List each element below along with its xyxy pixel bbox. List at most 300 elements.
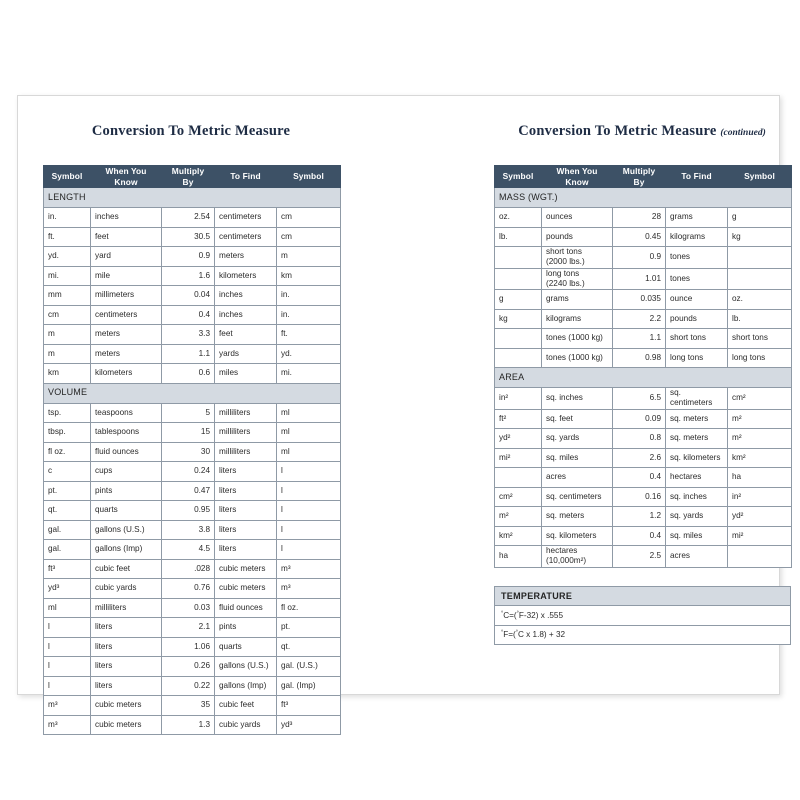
cell-multiply-by: 1.3	[162, 715, 215, 735]
table-row	[495, 309, 792, 329]
cell-to-find: inches	[215, 305, 277, 325]
cell-when-you-know: cups	[91, 462, 162, 482]
cell-symbol-to: cm²	[728, 388, 792, 410]
cell-symbol-to: yd²	[728, 507, 792, 527]
cell-to-find: cubic yards	[215, 715, 277, 735]
cell-symbol-from: tbsp.	[44, 423, 91, 443]
table-row	[44, 266, 341, 286]
cell-multiply-by: 0.09	[613, 409, 666, 429]
table-row	[44, 247, 341, 267]
section-header-label: AREA	[495, 368, 792, 388]
cell-to-find: sq. miles	[666, 526, 728, 546]
cell-symbol-from: fl oz.	[44, 442, 91, 462]
cell-multiply-by: 0.16	[613, 487, 666, 507]
cell-symbol-from: yd²	[495, 429, 542, 449]
cell-multiply-by: 0.035	[613, 290, 666, 310]
table-row	[44, 540, 341, 560]
cell-symbol-to	[728, 268, 792, 290]
cell-symbol-from: pt.	[44, 481, 91, 501]
cell-symbol-from: ft.	[44, 227, 91, 247]
cell-symbol-from: mi²	[495, 448, 542, 468]
column-header-to-find: To Find	[215, 166, 277, 188]
cell-symbol-from: in.	[44, 208, 91, 228]
cell-symbol-to: gal. (Imp)	[277, 676, 341, 696]
cell-symbol-from: m²	[495, 507, 542, 527]
cell-multiply-by: 3.8	[162, 520, 215, 540]
cell-symbol-to: in.	[277, 305, 341, 325]
cell-symbol-to: g	[728, 208, 792, 228]
column-header-to-find: To Find	[666, 166, 728, 188]
table-row	[44, 305, 341, 325]
cell-to-find: kilograms	[666, 227, 728, 247]
cell-symbol-to: in.	[277, 286, 341, 306]
table-row	[495, 507, 792, 527]
cell-symbol-to: pt.	[277, 618, 341, 638]
table-row	[495, 487, 792, 507]
cell-symbol-to: yd.	[277, 344, 341, 364]
cell-symbol-to: l	[277, 520, 341, 540]
table-row	[495, 429, 792, 449]
document-page	[17, 95, 780, 729]
cell-to-find: pints	[215, 618, 277, 638]
column-header-symbol-right: Symbol	[277, 166, 341, 188]
cell-symbol-to: mi²	[728, 526, 792, 546]
table-row	[44, 579, 341, 599]
cell-to-find: miles	[215, 364, 277, 384]
table-row	[44, 715, 341, 735]
cell-to-find: kilometers	[215, 266, 277, 286]
section-header-label: LENGTH	[44, 188, 341, 208]
table-row	[44, 618, 341, 638]
cell-to-find: pounds	[666, 309, 728, 329]
table-row	[495, 208, 792, 228]
cell-symbol-from: ft³	[44, 559, 91, 579]
cell-multiply-by: 4.5	[162, 540, 215, 560]
cell-when-you-know: long tons (2240 lbs.)	[542, 268, 613, 290]
cell-to-find: ounce	[666, 290, 728, 310]
cell-symbol-from: ft²	[495, 409, 542, 429]
cell-when-you-know: tones (1000 kg)	[542, 348, 613, 368]
right-column	[477, 96, 800, 645]
cell-multiply-by: 0.03	[162, 598, 215, 618]
cell-when-you-know: sq. meters	[542, 507, 613, 527]
table-row	[495, 268, 792, 290]
cell-symbol-from: m³	[44, 715, 91, 735]
cell-symbol-to	[728, 247, 792, 269]
left-conversion-table	[43, 165, 341, 735]
cell-when-you-know: meters	[91, 325, 162, 345]
cell-symbol-to: yd³	[277, 715, 341, 735]
cell-multiply-by: 6.5	[613, 388, 666, 410]
cell-when-you-know: gallons (U.S.)	[91, 520, 162, 540]
cell-multiply-by: 35	[162, 696, 215, 716]
cell-when-you-know: gallons (Imp)	[91, 540, 162, 560]
cell-when-you-know: centimeters	[91, 305, 162, 325]
table-row	[44, 462, 341, 482]
cell-when-you-know: sq. kilometers	[542, 526, 613, 546]
cell-multiply-by: 0.22	[162, 676, 215, 696]
cell-when-you-know: sq. inches	[542, 388, 613, 410]
right-page-title	[477, 123, 800, 140]
cell-when-you-know: liters	[91, 676, 162, 696]
cell-when-you-know: tones (1000 kg)	[542, 329, 613, 349]
cell-symbol-to: cm	[277, 208, 341, 228]
cell-to-find: cubic feet	[215, 696, 277, 716]
cell-multiply-by: 0.76	[162, 579, 215, 599]
cell-to-find: grams	[666, 208, 728, 228]
cell-multiply-by: 2.5	[613, 546, 666, 568]
cell-when-you-know: mile	[91, 266, 162, 286]
column-header-symbol-left: Symbol	[44, 166, 91, 188]
cell-symbol-from: m	[44, 325, 91, 345]
cell-when-you-know: yard	[91, 247, 162, 267]
cell-symbol-from: ha	[495, 546, 542, 568]
right-conversion-table	[494, 165, 792, 568]
right-table-head	[495, 166, 792, 188]
cell-symbol-to: ha	[728, 468, 792, 488]
cell-to-find: tones	[666, 268, 728, 290]
cell-symbol-to: m³	[277, 579, 341, 599]
left-page-title-text: Conversion To Metric Measure	[91, 123, 291, 139]
cell-to-find: gallons (U.S.)	[215, 657, 277, 677]
cell-when-you-know: liters	[91, 657, 162, 677]
right-table-body	[495, 188, 792, 568]
cell-multiply-by: 2.54	[162, 208, 215, 228]
cell-when-you-know: cubic yards	[91, 579, 162, 599]
table-row	[495, 448, 792, 468]
cell-symbol-to: long tons	[728, 348, 792, 368]
cell-to-find: sq. yards	[666, 507, 728, 527]
cell-symbol-from: yd.	[44, 247, 91, 267]
cell-symbol-to: l	[277, 462, 341, 482]
table-row	[44, 423, 341, 443]
table-row	[44, 657, 341, 677]
cell-symbol-from: km	[44, 364, 91, 384]
cell-when-you-know: sq. yards	[542, 429, 613, 449]
cell-to-find: milliliters	[215, 442, 277, 462]
column-header-when-you-know: When You Know	[91, 166, 162, 188]
cell-when-you-know: millimeters	[91, 286, 162, 306]
cell-to-find: cubic meters	[215, 559, 277, 579]
cell-symbol-from: g	[495, 290, 542, 310]
section-header-row	[44, 188, 341, 208]
cell-when-you-know: acres	[542, 468, 613, 488]
cell-to-find: centimeters	[215, 227, 277, 247]
cell-multiply-by: .028	[162, 559, 215, 579]
cell-symbol-from: kg	[495, 309, 542, 329]
cell-multiply-by: 0.9	[613, 247, 666, 269]
cell-when-you-know: cubic meters	[91, 715, 162, 735]
cell-multiply-by: 2.6	[613, 448, 666, 468]
table-row	[495, 290, 792, 310]
column-header-multiply-by: Multiply By	[162, 166, 215, 188]
cell-to-find: cubic meters	[215, 579, 277, 599]
cell-multiply-by: 5	[162, 403, 215, 423]
cell-to-find: quarts	[215, 637, 277, 657]
cell-when-you-know: sq. centimeters	[542, 487, 613, 507]
temperature-formula-row	[495, 606, 791, 626]
cell-multiply-by: 2.2	[613, 309, 666, 329]
cell-multiply-by: 0.4	[613, 526, 666, 546]
cell-symbol-to: in²	[728, 487, 792, 507]
cell-symbol-to: gal. (U.S.)	[277, 657, 341, 677]
cell-when-you-know: pounds	[542, 227, 613, 247]
table-row	[44, 559, 341, 579]
cell-symbol-to: km	[277, 266, 341, 286]
cell-multiply-by: 1.6	[162, 266, 215, 286]
cell-symbol-from: cm²	[495, 487, 542, 507]
cell-when-you-know: hectares (10,000m²)	[542, 546, 613, 568]
left-table-body	[44, 188, 341, 735]
cell-symbol-from	[495, 468, 542, 488]
cell-to-find: liters	[215, 501, 277, 521]
cell-symbol-from: yd³	[44, 579, 91, 599]
cell-symbol-to: lb.	[728, 309, 792, 329]
cell-multiply-by: 0.6	[162, 364, 215, 384]
cell-multiply-by: 3.3	[162, 325, 215, 345]
section-header-row	[495, 368, 792, 388]
cell-symbol-from: m³	[44, 696, 91, 716]
table-row	[44, 481, 341, 501]
cell-to-find: sq. meters	[666, 409, 728, 429]
cell-to-find: sq. kilometers	[666, 448, 728, 468]
cell-symbol-to: ml	[277, 423, 341, 443]
cell-symbol-from: mi.	[44, 266, 91, 286]
cell-symbol-from: tsp.	[44, 403, 91, 423]
cell-to-find: feet	[215, 325, 277, 345]
table-row	[495, 227, 792, 247]
cell-multiply-by: 1.1	[162, 344, 215, 364]
cell-symbol-to: l	[277, 501, 341, 521]
continued-label: (continued)	[720, 128, 766, 138]
cell-symbol-from: qt.	[44, 501, 91, 521]
cell-multiply-by: 1.01	[613, 268, 666, 290]
cell-symbol-to: m³	[277, 559, 341, 579]
table-row	[495, 546, 792, 568]
cell-multiply-by: 0.47	[162, 481, 215, 501]
section-header-label: MASS (WGT.)	[495, 188, 792, 208]
cell-when-you-know: fluid ounces	[91, 442, 162, 462]
table-row	[44, 676, 341, 696]
temperature-table	[494, 586, 791, 646]
cell-symbol-to: fl oz.	[277, 598, 341, 618]
temperature-formula: °C=(°F-32) x .555	[495, 606, 791, 626]
cell-to-find: meters	[215, 247, 277, 267]
cell-to-find: milliliters	[215, 403, 277, 423]
cell-to-find: yards	[215, 344, 277, 364]
cell-when-you-know: cubic meters	[91, 696, 162, 716]
left-page-title	[26, 123, 356, 140]
cell-symbol-from	[495, 268, 542, 290]
cell-symbol-to: m²	[728, 409, 792, 429]
table-row	[44, 501, 341, 521]
cell-multiply-by: 1.2	[613, 507, 666, 527]
table-row	[44, 696, 341, 716]
cell-symbol-to: l	[277, 540, 341, 560]
cell-multiply-by: 2.1	[162, 618, 215, 638]
temperature-formula-row	[495, 625, 791, 645]
cell-symbol-to: qt.	[277, 637, 341, 657]
cell-multiply-by: 0.45	[613, 227, 666, 247]
table-row	[44, 325, 341, 345]
cell-to-find: gallons (Imp)	[215, 676, 277, 696]
cell-when-you-know: kilograms	[542, 309, 613, 329]
cell-to-find: sq. inches	[666, 487, 728, 507]
temperature-section-label: TEMPERATURE	[495, 586, 791, 606]
cell-to-find: acres	[666, 546, 728, 568]
table-row	[495, 348, 792, 368]
cell-symbol-from: l	[44, 676, 91, 696]
cell-symbol-from: l	[44, 618, 91, 638]
cell-symbol-to: short tons	[728, 329, 792, 349]
column-header-symbol-right: Symbol	[728, 166, 792, 188]
cell-multiply-by: 30	[162, 442, 215, 462]
section-header-row	[44, 383, 341, 403]
cell-symbol-from: l	[44, 637, 91, 657]
cell-when-you-know: milliliters	[91, 598, 162, 618]
cell-symbol-from: m	[44, 344, 91, 364]
table-row	[44, 227, 341, 247]
cell-multiply-by: 30.5	[162, 227, 215, 247]
cell-to-find: centimeters	[215, 208, 277, 228]
cell-multiply-by: 0.9	[162, 247, 215, 267]
cell-symbol-to: m	[277, 247, 341, 267]
cell-to-find: inches	[215, 286, 277, 306]
cell-to-find: long tons	[666, 348, 728, 368]
cell-when-you-know: kilometers	[91, 364, 162, 384]
cell-to-find: liters	[215, 481, 277, 501]
cell-symbol-to: cm	[277, 227, 341, 247]
table-header-row	[44, 166, 341, 188]
cell-when-you-know: sq. feet	[542, 409, 613, 429]
table-row	[44, 208, 341, 228]
cell-symbol-from: lb.	[495, 227, 542, 247]
section-header-label: VOLUME	[44, 383, 341, 403]
cell-to-find: tones	[666, 247, 728, 269]
cell-symbol-to: ml	[277, 442, 341, 462]
cell-symbol-from: in²	[495, 388, 542, 410]
table-row	[44, 286, 341, 306]
cell-symbol-to: ml	[277, 403, 341, 423]
cell-symbol-from: oz.	[495, 208, 542, 228]
cell-to-find: hectares	[666, 468, 728, 488]
cell-symbol-to: km²	[728, 448, 792, 468]
table-row	[44, 637, 341, 657]
table-row	[495, 468, 792, 488]
temperature-table-body	[495, 586, 791, 645]
cell-multiply-by: 0.98	[613, 348, 666, 368]
cell-multiply-by: 15	[162, 423, 215, 443]
cell-multiply-by: 0.95	[162, 501, 215, 521]
cell-symbol-to	[728, 546, 792, 568]
table-header-row	[495, 166, 792, 188]
cell-when-you-know: quarts	[91, 501, 162, 521]
cell-symbol-to: ft³	[277, 696, 341, 716]
column-header-when-you-know: When You Know	[542, 166, 613, 188]
cell-when-you-know: pints	[91, 481, 162, 501]
column-header-multiply-by: Multiply By	[613, 166, 666, 188]
table-row	[495, 247, 792, 269]
table-row	[44, 520, 341, 540]
cell-when-you-know: tablespoons	[91, 423, 162, 443]
cell-multiply-by: 0.4	[162, 305, 215, 325]
cell-symbol-from: cm	[44, 305, 91, 325]
cell-multiply-by: 0.8	[613, 429, 666, 449]
column-header-symbol-left: Symbol	[495, 166, 542, 188]
cell-to-find: sq. meters	[666, 429, 728, 449]
table-row	[44, 364, 341, 384]
cell-to-find: liters	[215, 520, 277, 540]
cell-when-you-know: sq. miles	[542, 448, 613, 468]
cell-symbol-from	[495, 329, 542, 349]
temperature-section-header-row	[495, 586, 791, 606]
table-row	[44, 598, 341, 618]
cell-symbol-from: l	[44, 657, 91, 677]
cell-to-find: liters	[215, 462, 277, 482]
cell-when-you-know: feet	[91, 227, 162, 247]
cell-multiply-by: 0.4	[613, 468, 666, 488]
cell-multiply-by: 28	[613, 208, 666, 228]
cell-to-find: liters	[215, 540, 277, 560]
table-row	[495, 388, 792, 410]
cell-symbol-from: gal.	[44, 520, 91, 540]
cell-when-you-know: short tons (2000 lbs.)	[542, 247, 613, 269]
left-column	[26, 96, 356, 735]
cell-multiply-by: 1.1	[613, 329, 666, 349]
cell-symbol-from: gal.	[44, 540, 91, 560]
cell-when-you-know: ounces	[542, 208, 613, 228]
cell-to-find: fluid ounces	[215, 598, 277, 618]
cell-to-find: short tons	[666, 329, 728, 349]
temperature-formula: °F=(°C x 1.8) + 32	[495, 625, 791, 645]
cell-symbol-from	[495, 247, 542, 269]
cell-when-you-know: inches	[91, 208, 162, 228]
cell-symbol-to: m²	[728, 429, 792, 449]
right-page-title-text: Conversion To Metric Measure	[518, 123, 717, 139]
cell-when-you-know: meters	[91, 344, 162, 364]
cell-when-you-know: liters	[91, 637, 162, 657]
left-table-head	[44, 166, 341, 188]
cell-symbol-from: km²	[495, 526, 542, 546]
cell-symbol-to: mi.	[277, 364, 341, 384]
cell-when-you-know: grams	[542, 290, 613, 310]
cell-symbol-to: oz.	[728, 290, 792, 310]
cell-symbol-to: l	[277, 481, 341, 501]
cell-to-find: sq. centimeters	[666, 388, 728, 410]
cell-symbol-from	[495, 348, 542, 368]
cell-multiply-by: 0.24	[162, 462, 215, 482]
cell-when-you-know: liters	[91, 618, 162, 638]
table-row	[495, 409, 792, 429]
cell-to-find: milliliters	[215, 423, 277, 443]
cell-symbol-to: ft.	[277, 325, 341, 345]
cell-symbol-from: mm	[44, 286, 91, 306]
cell-when-you-know: cubic feet	[91, 559, 162, 579]
section-header-row	[495, 188, 792, 208]
cell-symbol-from: c	[44, 462, 91, 482]
table-row	[44, 442, 341, 462]
cell-symbol-from: ml	[44, 598, 91, 618]
cell-when-you-know: teaspoons	[91, 403, 162, 423]
table-row	[44, 403, 341, 423]
table-row	[495, 526, 792, 546]
cell-symbol-to: kg	[728, 227, 792, 247]
table-row	[44, 344, 341, 364]
table-row	[495, 329, 792, 349]
cell-multiply-by: 1.06	[162, 637, 215, 657]
cell-multiply-by: 0.04	[162, 286, 215, 306]
cell-multiply-by: 0.26	[162, 657, 215, 677]
